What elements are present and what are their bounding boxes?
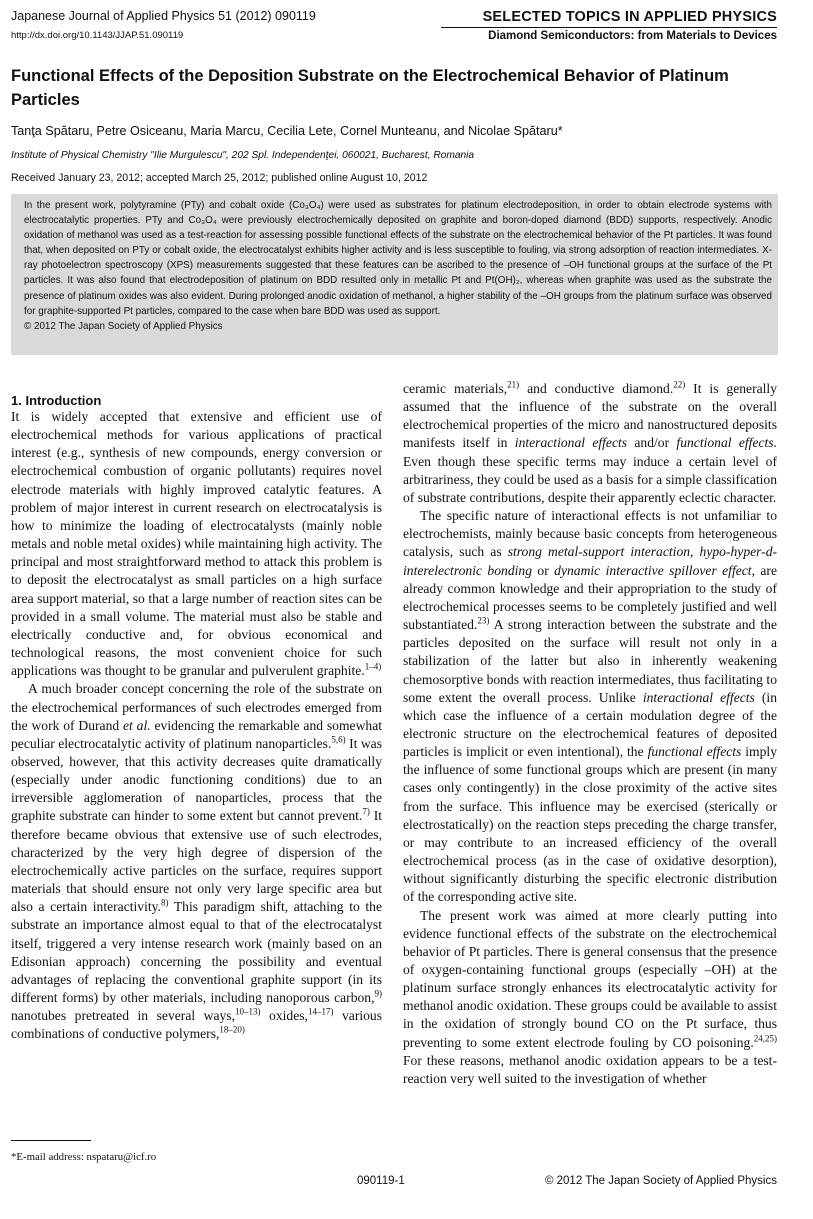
header-rule	[441, 27, 777, 28]
affiliation: Institute of Physical Chemistry "Ilie Murgulescu", 202 Spl. Independenţei, 060021, Bucharest, Romania	[11, 150, 475, 161]
received-dates: Received January 23, 2012; accepted March 25, 2012; published online August 10, 2012	[11, 172, 428, 184]
abstract-text: In the present work, polytyramine (PTy) and cobalt oxide (Co₃O₄) were used as substrates for platinum electrodeposition, in order to obtain electrode systems with electrocatalytic properties. PTy and Co₃O₄ were previously electrochemically deposited on graphite and boron-doped diamond (BDD) supports, respectively. Anodic oxidation of methanol was used as a test-reaction for assessing possible functional effects of the substrate on the electrochemical behavior of the Pt particles. It was found that, when deposited on PTy or cobalt oxide, the electrocatalyst exhibits higher activity and is less susceptible to fouling, via strong adsorption of reaction intermediates. X-ray photoelectron spectroscopy (XPS) measurements suggested that these features can be ascribed to the presence of –OH functional groups at the surface of the Pt particles. It was also found that electrodeposition of platinum on BDD resulted only in metallic Pt and Pt(OH)₂, whereas when graphite was used as the substrate the presence of platinum oxides was also evident. During prolonged anodic oxidation of methanol, a higher stability of the –OH groups from the platinum surface was observed for graphite-supported Pt particles, compared to the case when bare BDD was used as support.	[24, 200, 772, 317]
corresponding-email: *E-mail address: nspataru@icf.ro	[11, 1151, 157, 1163]
body-paragraph: The specific nature of interactional effects is not unfamiliar to electrochemists, mainly because basic concepts from heterogeneous catalysis, such as strong metal-support interaction, hypo-hyper-d-interelectronic bonding or dynamic interactive spillover effect, are already common knowledge and their appropriation to the study of electrochemical processes seems to be completely justified and well substantiated.$^{23)}$ A strong interaction between the substrate and the particles deposited on the surface will result not only in a stabilization of the latter but also in inherently weakening chemosorptive bonds with reaction intermediates, thus facilitating to some extent the overall process. Unlike interactional effects (in which case the influence of a certain modulation degree of the electronic structure on the electrochemical features of deposited particles is implicit or even intentional), the functional effects imply the influence of some functional groups which are present (in many cases only contingently) in the close proximity of the active sites from the surface. This influence may be exercised (sterically or electrostatically) on the reaction steps preceding the charge transfer, or may contribute to an increased efficiency of the overall electrochemical process (as in the case of oxidative desorption), without significantly disturbing the specific electronic distribution of the corresponding active site.	[403, 508, 778, 905]
abstract-box	[11, 194, 778, 355]
section-topic: SELECTED TOPICS IN APPLIED PHYSICS	[482, 9, 777, 25]
section-heading-introduction: 1. Introduction	[11, 393, 102, 408]
body-column-left	[11, 408, 382, 1043]
journal-citation: Japanese Journal of Applied Physics 51 (2012) 090119	[11, 9, 316, 23]
author-list: Tanţa Spătaru, Petre Osiceanu, Maria Marcu, Cecilia Lete, Cornel Munteanu, and Nicolae Spătaru*	[11, 124, 563, 138]
body-paragraph: The present work was aimed at more clearly putting into evidence functional effects of the substrate on the electrochemical behavior of Pt particles. There is general consensus that the presence of oxygen-containing functional groups (especially –OH) at the platinum surface strongly enhances its electrocatalytic activity for methanol anodic oxidation. These groups could be available to assist in the oxidation of strongly bound CO on the Pt surface, thus preventing to some extent electrode fouling by CO poisoning.$^{24,25)}$ For these reasons, methanol anodic oxidation appears to be a test-reaction very well suited to the investigation of whether	[403, 907, 777, 1086]
footer-copyright: © 2012 The Japan Society of Applied Physics	[544, 1175, 777, 1187]
body-column-right	[403, 380, 777, 1088]
footnote-rule	[11, 1140, 91, 1141]
body-paragraph: ceramic materials,$^{21)}$ and conductive diamond.$^{22)}$ It is generally assumed that the influence of the substrate on the overall electrochemical properties of the micro and nanostructured deposits manifests itself in interactional effects and/or functional effects. Even though these specific terms may induce a certain level of arbitrariness, they could be used as a basis for a simple classification of substrate contributions, despite their apparently eclectic character.	[403, 379, 777, 505]
paper-title: Functional Effects of the Deposition Substrate on the Electrochemical Behavior of Platinum Particles	[11, 67, 729, 109]
body-paragraph: It is widely accepted that extensive and efficient use of electrochemical methods for various applications of practical interest (e.g., synthesis of new compounds, energy conversion or electrochemical combustion of organic pollutants) requires novel electrode materials with highly improved catalytic features. A problem of major interest in current research on electrocatalysis is how to minimize the loading of electrocatalysts (mainly noble metals and noble metal oxides) while maintaining high activity. The principal and most straightforward method to attack this problem is to deposit the electrocatalyst as small particles on a high surface area support material, so that a large number of reaction sites can be provided in a small volume. The material must also be stable and electrically conductive and, for obvious economical and technological reasons, the most convenient choice for such applications was thought to be granular and pulverulent graphite.$^{1-4)}$	[11, 409, 382, 679]
doi-link[interactable]: http://dx.doi.org/10.1143/JJAP.51.090119	[11, 30, 184, 41]
page-number: 090119-1	[357, 1175, 405, 1187]
body-paragraph: A much broader concept concerning the role of the substrate on the electrochemical performances of such electrodes emerged from the work of Durand et al. evidencing the remarkable and somewhat peculiar electrocatalytic activity of platinum nanoparticles.$^{5,6)}$ It was observed, however, that this activity decreases quite dramatically (especially under anodic functioning conditions) due to an irreversible agglomeration of nanoparticles, process that the graphite substrate can hinder to some extent but cannot prevent.$^{7)}$ It therefore became obvious that extensive use of such electrodes, characterized by the very high degree of dispersion of the electrochemically active particles on the surface, requires support materials that should ensure not only very large specific area but also a certain interactivity.$^{8)}$ This paradigm shift, attaching to the substrate an importance almost equal to that of the electrocatalyst itself, triggered a very intense research work (mainly based on an Edisonian approach) concerning the possibility and eventual advantages of replacing the conventional graphite support (in its different forms) by other materials, including nanoporous carbon,$^{9)}$ nanotubes pretreated in several ways,$^{10-13)}$ oxides,$^{14-17)}$ various combinations of conductive polymers,$^{18-20)}$	[11, 681, 383, 1042]
section-subtopic: Diamond Semiconductors: from Materials to Devices	[488, 30, 777, 42]
abstract-copyright: © 2012 The Japan Society of Applied Physics	[24, 320, 223, 332]
